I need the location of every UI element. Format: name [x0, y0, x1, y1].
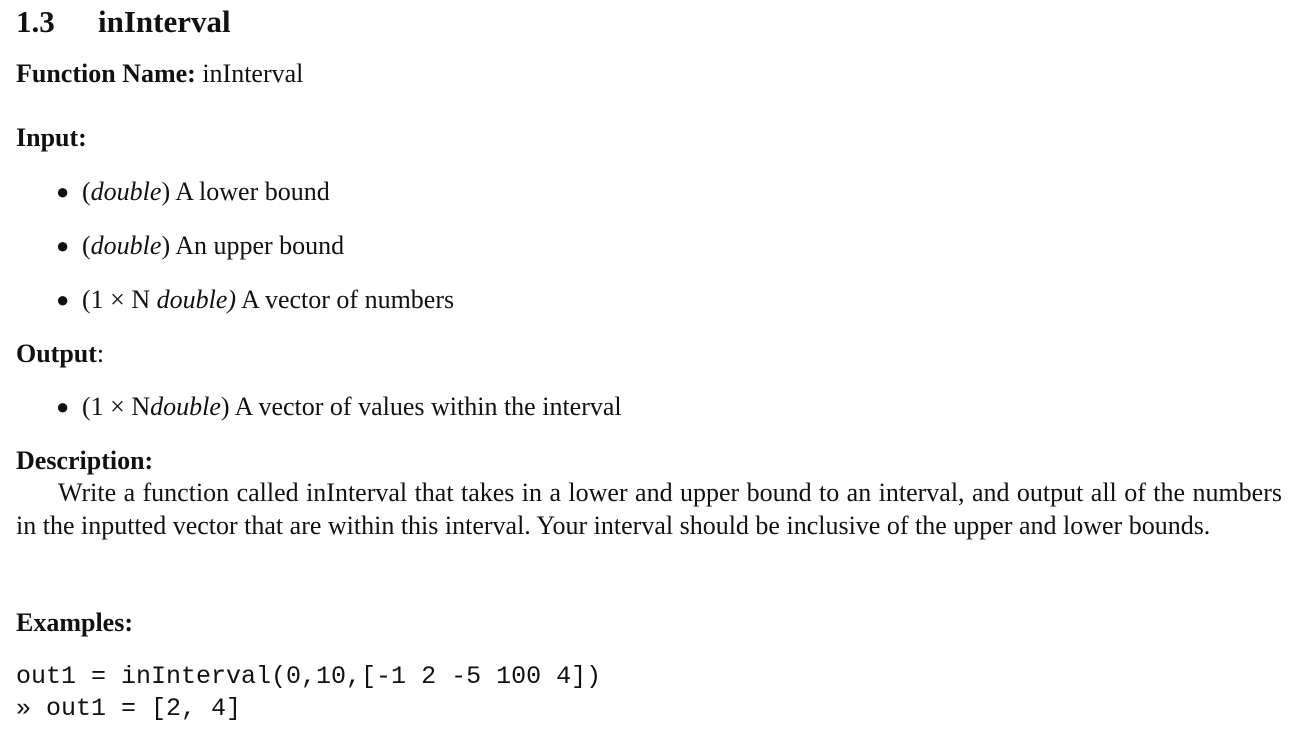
input-item-close: )	[161, 231, 171, 260]
section-title: inInterval	[98, 4, 231, 39]
output-item-close: )	[220, 392, 230, 421]
output-item-open: (1 × N	[82, 392, 151, 421]
input-item-open: (	[82, 177, 91, 206]
document-page	[16, 0, 1282, 740]
output-heading-label: Output	[16, 339, 97, 368]
function-name-row	[16, 57, 303, 91]
examples-heading	[16, 606, 133, 640]
input-item-text: A vector of numbers	[241, 285, 455, 314]
input-item-text: An upper bound	[175, 231, 345, 260]
examples-heading-label: Examples:	[16, 608, 133, 637]
example-code-line: out1 = inInterval(0,10,[-1 2 -5 100 4])	[16, 662, 602, 691]
output-heading	[16, 337, 104, 371]
bullet-icon: ●	[56, 233, 70, 258]
section-number: 1.3	[16, 4, 55, 39]
description-text: Write a function called inInterval that takes in a lower and upper bound to an interval, and output all of the numbers in the inputted vector that are within this interval. Your interval should be inclusive of the upper and lower bounds.	[16, 478, 1282, 540]
input-item-type: double	[90, 231, 162, 260]
output-heading-colon: :	[96, 339, 105, 368]
example-output-line: » out1 = [2, 4]	[16, 694, 242, 723]
input-item-type: double	[90, 177, 162, 206]
description-heading	[16, 444, 153, 478]
input-item	[56, 175, 330, 210]
input-item	[56, 283, 454, 318]
section-heading	[16, 2, 231, 42]
function-name-label: Function Name:	[16, 59, 196, 88]
input-heading-label: Input:	[16, 123, 87, 152]
output-item-type: double	[150, 392, 221, 421]
input-item-open: (	[82, 231, 91, 260]
input-item-type: double)	[156, 285, 237, 314]
function-name-value: inInterval	[202, 59, 304, 88]
bullet-icon: ●	[56, 287, 70, 312]
bullet-icon: ●	[56, 179, 70, 204]
input-item-open: (1 × N	[82, 285, 157, 314]
output-item-text: A vector of values within the interval	[234, 392, 622, 421]
description-heading-label: Description:	[16, 446, 154, 475]
input-item-close: )	[161, 177, 171, 206]
input-item	[56, 229, 344, 264]
input-heading	[16, 121, 87, 155]
bullet-icon: ●	[56, 394, 70, 419]
input-item-text: A lower bound	[175, 177, 330, 206]
output-item	[56, 390, 622, 425]
